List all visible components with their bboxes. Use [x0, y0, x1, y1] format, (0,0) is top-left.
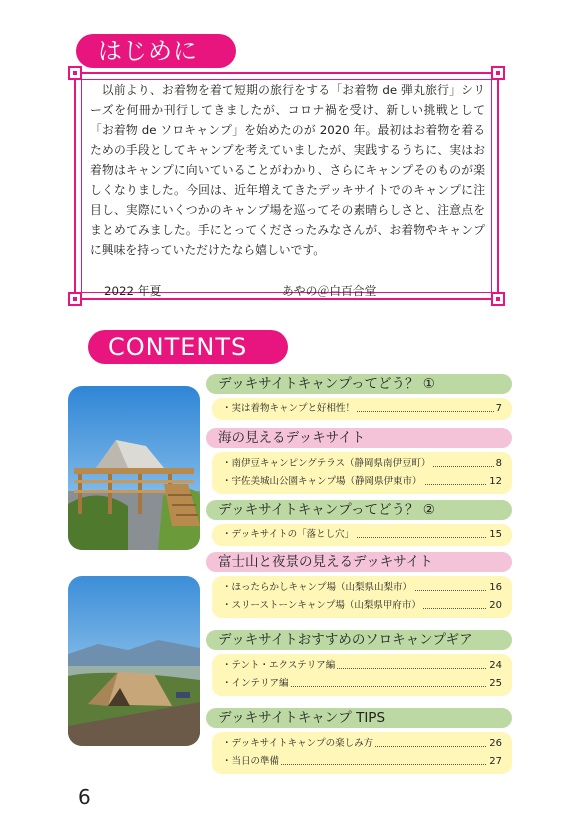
- toc-entry-page: 25: [489, 678, 502, 689]
- toc-entry: [222, 599, 502, 612]
- toc-entry-label: ・南伊豆キャンピングテラス（静岡県南伊豆町）: [222, 458, 431, 469]
- toc-entry: [222, 457, 502, 470]
- toc-entry: [222, 581, 502, 594]
- mountain-view-tent-photo: [68, 576, 200, 746]
- toc-entry-page: 16: [489, 582, 502, 593]
- section-items: [212, 732, 512, 774]
- toc-entry: [222, 737, 502, 750]
- toc-entry-page: 24: [489, 660, 502, 671]
- intro-author: あやの＠白百合堂: [282, 284, 377, 298]
- intro-date: 2022 年夏: [104, 284, 162, 298]
- toc-entry: [222, 677, 502, 690]
- intro-paragraph: 以前より、お着物を着て短期の旅行をする「お着物 de 弾丸旅行」シリーズを何冊か刊行してきましたが、コロナ禍を受け、新しい挑戦として「お着物 de ソロキャンプ」を始めたのが 2020 年。最初はお着物を着るための手段としてキャンプを考えていましたが、実践するうちに、実はお着物はキャンプに向いていることがわかり、さらにキャンプそのものが楽しくなりました。今回は、近年増えてきたデッキサイトでのキャンプに注目し、実際にいくつかのキャンプ場を巡ってその素晴らしさと、注意点をまとめてみました。手にとってくださったみなさんが、お着物やキャンプに興味を持っていただけたなら嬉しいです。: [90, 83, 485, 257]
- toc-entry-page: 27: [489, 756, 502, 767]
- toc-entry-page: 12: [489, 476, 502, 487]
- toc-entry-label: ・インテリア編: [222, 678, 289, 689]
- frame-corner-ornament: [491, 292, 505, 306]
- toc-entry-label: ・宇佐美城山公園キャンプ場（静岡県伊東市）: [222, 476, 422, 487]
- section-heading: 海の見えるデッキサイト: [206, 428, 512, 448]
- toc-entry-label: ・実は着物キャンプと好相性！: [222, 403, 356, 414]
- section-heading: デッキサイトキャンプってどう？ ①: [206, 374, 512, 394]
- section-items: [212, 654, 512, 696]
- section-items: [212, 452, 512, 494]
- section-heading: 富士山と夜景の見えるデッキサイト: [206, 552, 512, 572]
- deck-tent-photo: [68, 386, 200, 550]
- intro-body: [90, 80, 485, 260]
- toc-entry-label: ・デッキサイトキャンプの楽しみ方: [222, 738, 374, 749]
- intro-heading: はじめに: [76, 34, 236, 68]
- section-heading: デッキサイトおすすめのソロキャンプギア: [206, 630, 512, 650]
- toc-entry-page: 15: [489, 529, 502, 540]
- toc-entry: [222, 475, 502, 488]
- frame-corner-ornament: [68, 66, 82, 80]
- toc-entry: [222, 659, 502, 672]
- toc-entry-label: ・テント・エクステリア編: [222, 660, 336, 671]
- toc-entry-page: 7: [495, 403, 502, 414]
- section-items: [212, 576, 512, 618]
- toc-entry: [222, 528, 502, 541]
- frame-corner-ornament: [491, 66, 505, 80]
- toc-entry: [222, 755, 502, 768]
- section-items: [212, 398, 512, 420]
- section-heading: デッキサイトキャンプ TIPS: [206, 708, 512, 728]
- toc-entry: [222, 402, 502, 415]
- toc-entry-label: ・スリーストーンキャンプ場（山梨県甲府市）: [222, 600, 421, 611]
- page-number: 6: [78, 785, 91, 809]
- frame-corner-ornament: [68, 292, 82, 306]
- toc-entry-label: ・当日の準備: [222, 756, 280, 767]
- toc-entry-page: 20: [489, 600, 502, 611]
- toc-entry-page: 26: [489, 738, 502, 749]
- contents-heading: CONTENTS: [88, 330, 288, 364]
- toc-entry-label: ・デッキサイトの「落とし穴」: [222, 529, 355, 540]
- toc-entry-page: 8: [495, 458, 502, 469]
- section-heading: デッキサイトキャンプってどう？ ②: [206, 500, 512, 520]
- section-items: [212, 524, 512, 546]
- toc-entry-label: ・ほったらかしキャンプ場（山梨県山梨市）: [222, 582, 413, 593]
